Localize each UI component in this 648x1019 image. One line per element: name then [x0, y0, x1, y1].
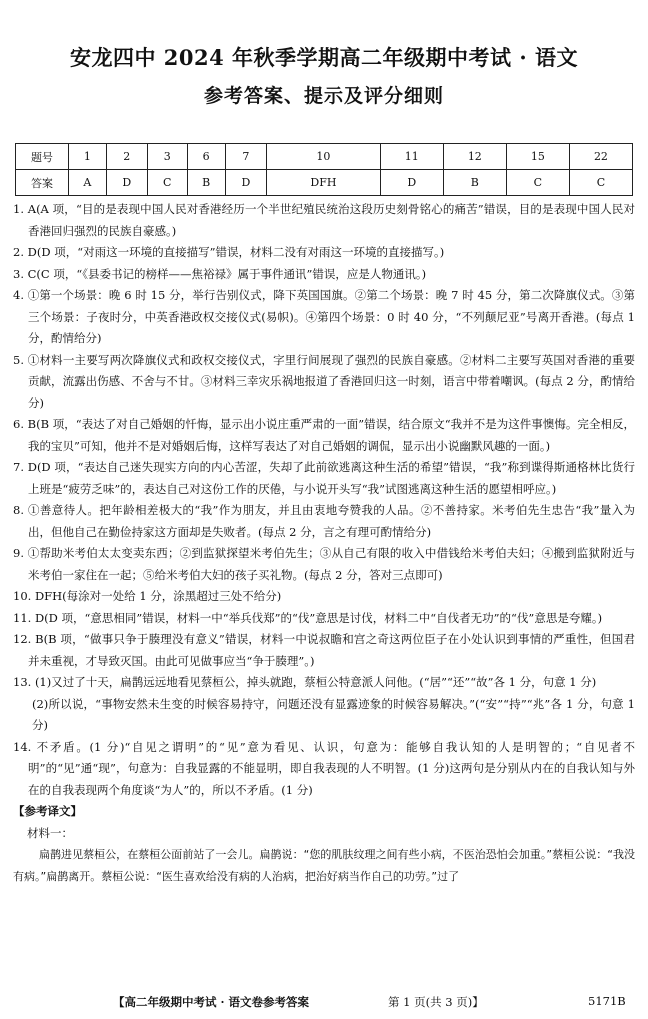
table-cell: 6 [187, 144, 225, 170]
answer-table [15, 143, 633, 196]
answer-item: 3. C(C 项，“《县委书记的榜样——焦裕禄》属于事件通讯”错误，应是人物通讯。) [13, 266, 427, 281]
answer-item: 2. D(D 项，“对雨这一环境的直接描写”错误，材料二没有对雨这一环境的直接描写。) [13, 245, 445, 259]
answer-item: 11. D(D 项，“意思相同”错误，材料一中“举兵伐郑”的“伐”意思是讨伐，材料二中“自伐者无功”的“伐”意思是夸耀。) [13, 610, 603, 625]
table-cell: DFH [267, 170, 381, 196]
table-cell: 12 [443, 144, 506, 170]
answer-item: 10. DFH(每涂对一处给 1 分，涂黑超过三处不给分) [13, 589, 282, 603]
reference-heading: 【参考译文】 [13, 804, 82, 818]
table-cell: D [380, 170, 443, 196]
row-label-question: 题号 [16, 144, 69, 170]
answer-item: 12. B(B 项，“做事只争于腠理没有意义”错误，材料一中说叔瞻和宫之奇这两位臣子在小处认识到事情的严重性，但国君并未重视，才导致灭国。由此可见做事应当“争于腠理”。) [13, 632, 635, 668]
table-cell: 15 [506, 144, 569, 170]
table-cell: 3 [147, 144, 187, 170]
table-cell: A [69, 170, 107, 196]
table-cell: B [443, 170, 506, 196]
table-cell: 1 [69, 144, 107, 170]
table-cell: 2 [106, 144, 147, 170]
page-subtitle: 参考答案、提示及评分细则 [203, 85, 444, 107]
page-title: 安龙四中 2024 年秋季学期高二年级期中考试 · 语文 [69, 45, 578, 70]
table-cell: 11 [380, 144, 443, 170]
answer-item: 14. 不矛盾。(1 分)“自见之谓明”的“见”意为看见、认识，句意为：能够自我认知的人是明智的；“自见者不明”的“见”通“现”，句意为：自我显露的不能显明，即自我表现的人不明智。(1 分)这两句是分别从内在的自我认知与外在的自我表现两个角度谈“为人”的，所以不矛盾。(1 分) [13, 739, 635, 797]
table-cell: C [569, 170, 632, 196]
material-label: 材料一： [27, 825, 73, 840]
answer-item: 7. D(D 项，“表达自己迷失现实方向的内心苦涩，失却了此前欲逃离这种生活的希望”错误，“我”称到谍得斯通格林比货行上班是“疲劳乏味”的，表达自己对这份工作的厌倦，与小说开头写“我”试图逃离这种生活的愿望相呼应。) [13, 460, 635, 496]
answer-item: 13. (1)又过了十天，扁鹊远远地看见蔡桓公，掉头就跑，蔡桓公特意派人问他。(“居”“还”“故”各 1 分，句意 1 分) [13, 675, 597, 689]
answer-item: 5. ①材料一主要写两次降旗仪式和政权交接仪式，字里行间展现了强烈的民族自豪感。②材料二主要写英国对香港的重要贡献，流露出伤感、不舍与不甘。③材料三幸灾乐祸地报道了香港回归这一时刻，语言中带着嘲讽。(每点 2 分，酌情给分) [13, 352, 635, 410]
paper-code: 5171B [588, 994, 626, 1008]
table-row-questions [16, 144, 633, 170]
table-cell: D [106, 170, 147, 196]
answer-explanations [13, 199, 635, 887]
table-row-answers [16, 170, 633, 196]
answer-item-subpart: (2)所以说，“事物安然未生变的时候容易持守，问题还没有显露迹象的时候容易解决。”(“安”“持”“兆”各 1 分，句意 1 分) [32, 696, 635, 732]
table-cell: B [187, 170, 225, 196]
table-cell: C [147, 170, 187, 196]
answer-item: 6. B(B 项，“表达了对自己婚姻的忏悔，显示出小说庄重严肃的一面”错误，结合原文“我并不是为这件事懊悔。完全相反，我的宝贝”可知，他并不是对婚姻后悔，这样写表达了对自己婚姻的调侃，显示出小说幽默风趣的一面。) [13, 417, 635, 453]
answer-item: 1. A(A 项，“目的是表现中国人民对香港经历一个半世纪殖民统治这段历史刻骨铭心的痛苦”错误，目的是表现中国人民对香港回归强烈的民族自豪感。) [13, 202, 635, 238]
answer-item: 9. ①帮助米考伯太太变卖东西；②到监狱探望米考伯先生；③从自己有限的收入中借钱给米考伯夫妇；④搬到监狱附近与米考伯一家住在一起；⑤给米考伯大妇的孩子买礼物。(每点 2 分，答对三点即可) [13, 546, 635, 582]
table-cell: 10 [267, 144, 381, 170]
row-label-answer: 答案 [16, 170, 69, 196]
table-cell: 22 [569, 144, 632, 170]
answer-item: 4. ①第一个场景：晚 6 时 15 分，举行告别仪式，降下英国国旗。②第二个场景：晚 7 时 45 分，第二次降旗仪式。③第三个场景：子夜时分，中英香港政权交接仪式(易帜)。④第四个场景：0 时 40 分，“不列颠尼亚”号离开香港。(每点 1 分，酌情给分) [13, 288, 635, 345]
table-cell: 7 [225, 144, 266, 170]
footer-title: 【高二年级期中考试 · 语文卷参考答案 [113, 995, 310, 1009]
answer-item: 8. ①善意待人。把年龄相差极大的“我”作为朋友，并且由衷地夸赞我的人品。②不善持家。米考伯先生忠告“我”量入为出，但他自己在勤俭持家这方面却是失败者。(每点 2 分，言之有理可酌情给分) [13, 503, 635, 539]
table-cell: C [506, 170, 569, 196]
table-cell: D [225, 170, 266, 196]
page-number: 第 1 页(共 3 页)】 [388, 995, 484, 1009]
translation-text: 扁鹊进见蔡桓公，在蔡桓公面前站了一会儿。扁鹊说：“您的肌肤纹理之间有些小病，不医治恐怕会加重。”蔡桓公说：“我没有病。”扁鹊离开。蔡桓公说：“医生喜欢给没有病的人治病，把治好病当作自己的功劳。”过了 [13, 848, 635, 883]
